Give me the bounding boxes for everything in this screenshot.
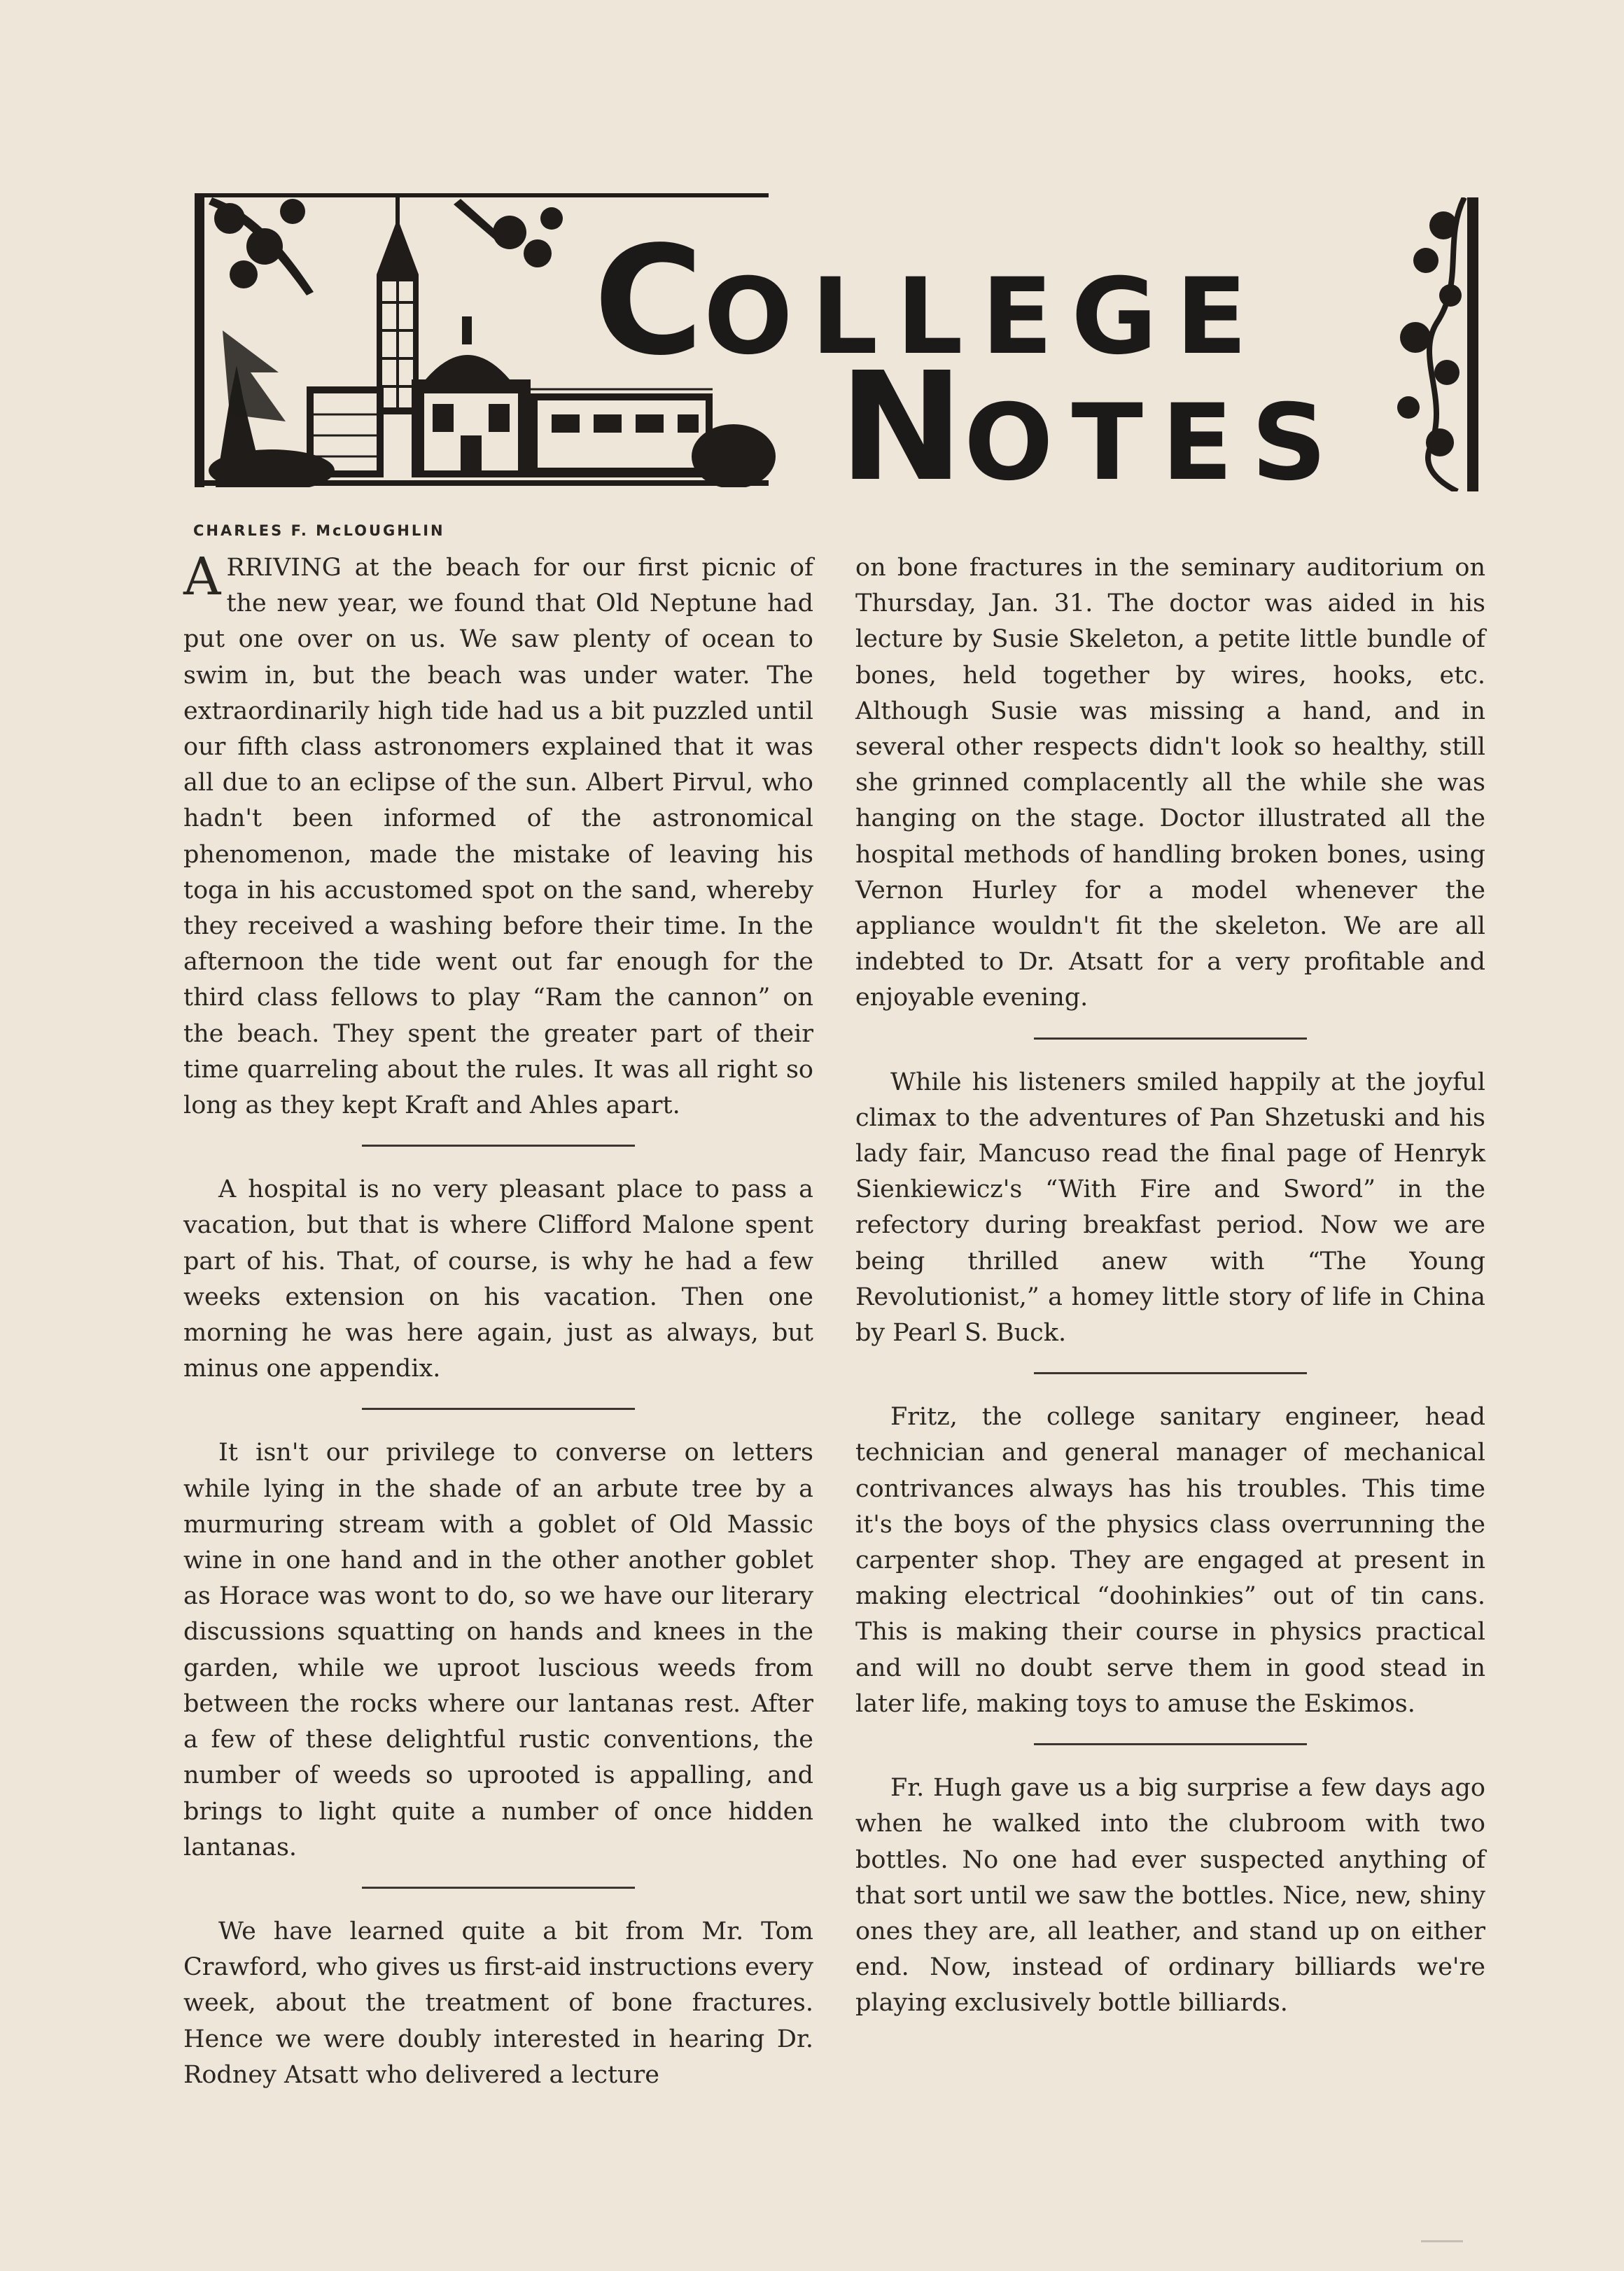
title-notes [839, 340, 1345, 515]
section-divider [362, 1408, 635, 1410]
title-notes-rest: OTES [964, 382, 1345, 504]
title-college-rest: OLLEGE [704, 256, 1266, 378]
section-divider [362, 1887, 635, 1889]
title-notes-initial: N [839, 340, 965, 515]
section-divider [1034, 1037, 1307, 1040]
paragraph-lecture-continued: on bone fractures in the seminary auditorium on Thursday, Jan. 31. The doctor was aided in his lecture by Susie Skeleton, a petite little bundle of bones, held together by wires, hooks, etc. Although Susie was missing a hand, and in several other respects didn't look so healthy, still she grinned complacently all the while she was hanging on the stage. Doctor illustrated all the hospital methods of handling broken bones, using Vernon Hurley for a model whenever the appliance wouldn't fit the skeleton. We are all indebted to Dr. Atsatt for a very profitable and enjoyable evening. [855, 554, 1485, 1012]
paragraph-reading: While his listeners smiled happily at the joyful climax to the adventures of Pan Shzetuski and his lady fair, Mancuso read the final page of Henryk Sienkiewicz's “With Fire and Sword” in the refectory during breakfast period. Now we are being thrilled anew with “The Young Revolutionist,” a homey little story of life in China by Pearl S. Buck. [855, 1068, 1485, 1348]
paragraph-beach-picnic [183, 547, 813, 1124]
title-college-initial: C [594, 214, 704, 389]
page-mark [1421, 2240, 1463, 2242]
paragraph-beach-picnic-text: RRIVING at the beach for our first picnic of the new year, we found that Old Neptune had put one over on us. We saw plenty of ocean to swim in, but the beach was under water. The extraordinarily high tide had us a bit puzzled until our fifth class astronomers explained that it was all due to an eclipse of the sun. Albert Pirvul, who hadn't been informed of the astronomical phenomenon, made the mistake of leaving his toga in his accustomed spot on the sand, whereby they received a washing before their time. In the afternoon the tide went out far enough for the third class fellows to play “Ram the cannon” on the beach. They spent the greater part of their time quarreling about the rules. It was all right so long as they kept Kraft and Ahles apart. [183, 554, 813, 1120]
paragraph-fritz: Fritz, the college sanitary engineer, head technician and general manager of mechanical contrivances always has his troubles. This time it's the boys of the physics class overrunning the carpenter shop. They are engaged at present in making electrical “doohinkies” out of tin cans. This is making their course in physics practical and will no doubt serve them in good stead in later life, making toys to amuse the Eskimos. [855, 1403, 1485, 1718]
section-divider [1034, 1372, 1307, 1374]
paragraph-first-aid: We have learned quite a bit from Mr. Tom Crawford, who gives us first-aid instructions every week, about the treatment of bone fractures. Hence we were doubly interested in hearing Dr. Rodney Atsatt who delivered a lecture [183, 1917, 813, 2089]
byline: CHARLES F. McLOUGHLIN [193, 522, 445, 539]
section-divider [362, 1145, 635, 1147]
section-divider [1034, 1743, 1307, 1745]
paragraph-literary: It isn't our privilege to converse on letters while lying in the shade of an arbute tree by a murmuring stream with a goblet of Old Massic wine in one hand and in the other another goblet as Horace was wont to do, so we have our literary discussions squatting on hands and knees in the garden, while we uproot luscious weeds from between the rocks where our lantanas rest. After a few of these delightful rustic conventions, the number of weeds so uprooted is appalling, and brings to light quite a number of once hidden lantanas. [183, 1439, 813, 1861]
paragraph-hospital: A hospital is no very pleasant place to pass a vacation, but that is where Clifford Malone spent part of his. That, of course, is why he had a few weeks extension on his vacation. Then one morning he was here again, just as always, but minus one appendix. [183, 1175, 813, 1383]
paragraph-bottle-billiards: Fr. Hugh gave us a big surprise a few days ago when he walked into the clubroom with two bottles. No one had ever suspected anything of that sort until we saw the bottles. Nice, new, shiny ones they are, all leather, and stand up on either end. Now, instead of ordinary billiards we're playing exclusively bottle billiards. [855, 1774, 1485, 2018]
right-column [855, 550, 1485, 2022]
vine-ornament [1359, 197, 1471, 491]
masthead [195, 190, 1478, 515]
left-column [183, 547, 813, 2093]
drop-cap: A [183, 547, 221, 607]
